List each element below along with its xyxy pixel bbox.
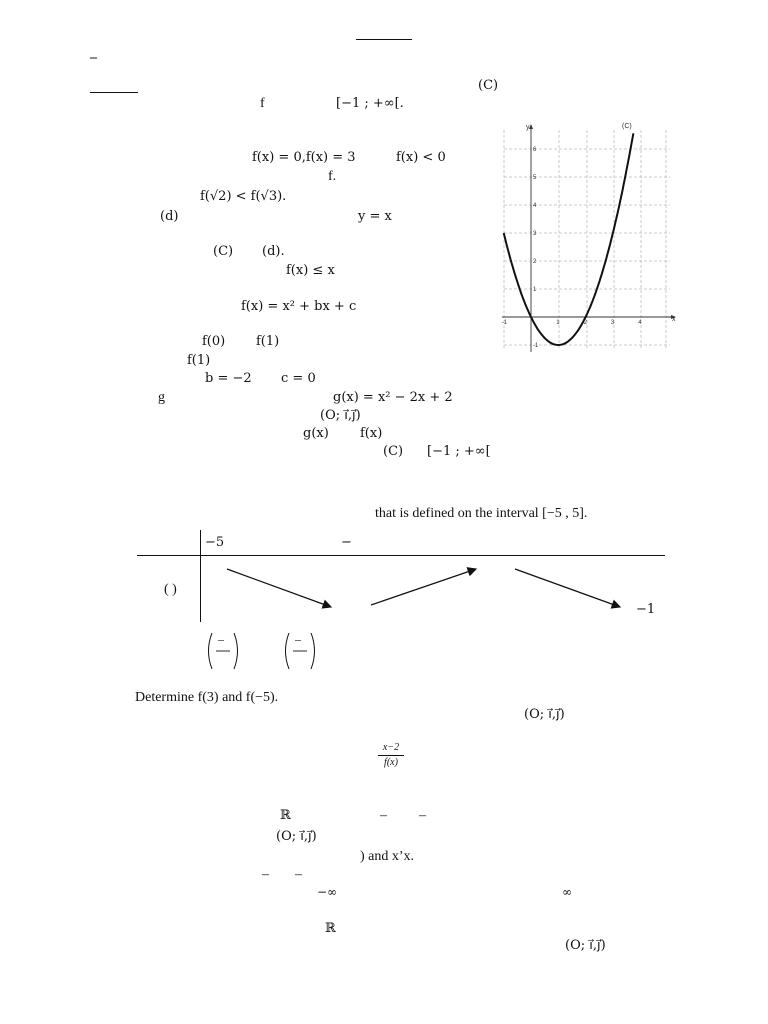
top-dash: – — [90, 50, 97, 65]
c-label: (C) — [213, 244, 234, 259]
x-axis-label: x — [672, 316, 676, 323]
x-tick-label: 1 — [556, 320, 560, 326]
dash-d: – — [295, 867, 302, 882]
y-tick-label: 4 — [533, 203, 537, 209]
reals-1: ℝ — [280, 808, 291, 823]
y-tick-label: -1 — [533, 343, 539, 349]
left-rule — [90, 92, 138, 93]
part2-intro: that is defined on the interval [−5 , 5]. — [375, 506, 588, 521]
axis-text: ) and x’x. — [360, 849, 415, 864]
f1b: f(1) — [187, 353, 211, 368]
dash-b: – — [419, 808, 426, 823]
c-value: c = 0 — [281, 371, 316, 386]
x-tick-label: 2 — [583, 320, 587, 326]
y-tick-label: 5 — [533, 175, 537, 181]
table-end-value: −1 — [636, 602, 656, 617]
line-yx: y = x — [358, 209, 392, 224]
table-x-start: −5 — [205, 535, 225, 550]
f-letter: f — [260, 96, 265, 111]
arrow-decreasing-1 — [227, 569, 331, 607]
table-hline — [137, 555, 665, 556]
infinity: ∞ — [562, 885, 572, 899]
x-tick-label: -1 — [501, 320, 508, 326]
arrow-decreasing-2 — [515, 569, 620, 607]
line-q1b: f(x) < 0 — [396, 150, 446, 165]
inequality: f(x) ≤ x — [286, 263, 335, 278]
curve-label: (C) — [622, 123, 632, 130]
x-tick-label: 3 — [610, 320, 615, 326]
y-tick-label: 1 — [533, 287, 537, 293]
table-row-label: ( ) — [164, 582, 177, 597]
arrow-increasing — [371, 569, 476, 605]
dash-a: – — [380, 808, 387, 823]
g-letter: g — [158, 390, 165, 405]
poly-def: f(x) = x² + bx + c — [241, 299, 357, 314]
c-label-top: (C) — [478, 78, 499, 93]
determine-line: Determine f(3) and f(−5). — [135, 690, 279, 705]
x-tick-label: 4 — [638, 320, 642, 326]
frac-numerator: x−2 — [382, 742, 400, 753]
frac-denominator: f(x) — [384, 757, 398, 768]
y-tick-label: 6 — [533, 147, 537, 153]
frac1-dash: – — [218, 632, 224, 646]
y-axis-arrow — [529, 124, 533, 129]
interval: [−1 ; +∞[ — [427, 444, 491, 459]
y-tick-label: 3 — [533, 231, 537, 237]
frame-4: (O; ı⃗,ȷ⃗) — [565, 938, 606, 953]
reals-2: ℝ — [325, 921, 336, 936]
domain: [−1 ; +∞[. — [336, 96, 404, 111]
variation-arrows — [0, 560, 768, 650]
d-label: (d) — [160, 209, 179, 224]
f0: f(0) — [202, 334, 226, 349]
function-graph — [500, 120, 680, 352]
c-label3: (C) — [383, 444, 404, 459]
gx: g(x) — [303, 426, 329, 441]
d-label2: (d). — [262, 244, 285, 259]
f-dot: f. — [328, 169, 337, 184]
g-def: g(x) = x² − 2x + 2 — [333, 390, 453, 405]
frame-3: (O; ı⃗,ȷ⃗) — [276, 829, 317, 844]
fraction-xm2-over-fx — [378, 742, 404, 769]
fx: f(x) — [360, 426, 383, 441]
f1: f(1) — [256, 334, 280, 349]
compare: f(√2) < f(√3). — [200, 189, 287, 204]
frac2-dash: – — [295, 632, 301, 646]
y-axis-label: y — [526, 124, 530, 131]
y-tick-label: 2 — [533, 259, 537, 265]
top-rule — [356, 39, 412, 40]
frac-bar — [378, 755, 404, 756]
frame-1: (O; ı⃗,ȷ⃗) — [320, 408, 361, 423]
minus-infinity: −∞ — [317, 885, 338, 899]
line-q1: f(x) = 0,f(x) = 3 — [252, 150, 356, 165]
dash-c: – — [262, 867, 269, 882]
table-x-dash: − — [341, 535, 352, 550]
b-value: b = −2 — [205, 371, 252, 386]
frame-2: (O; ı⃗,ȷ⃗) — [524, 707, 565, 722]
